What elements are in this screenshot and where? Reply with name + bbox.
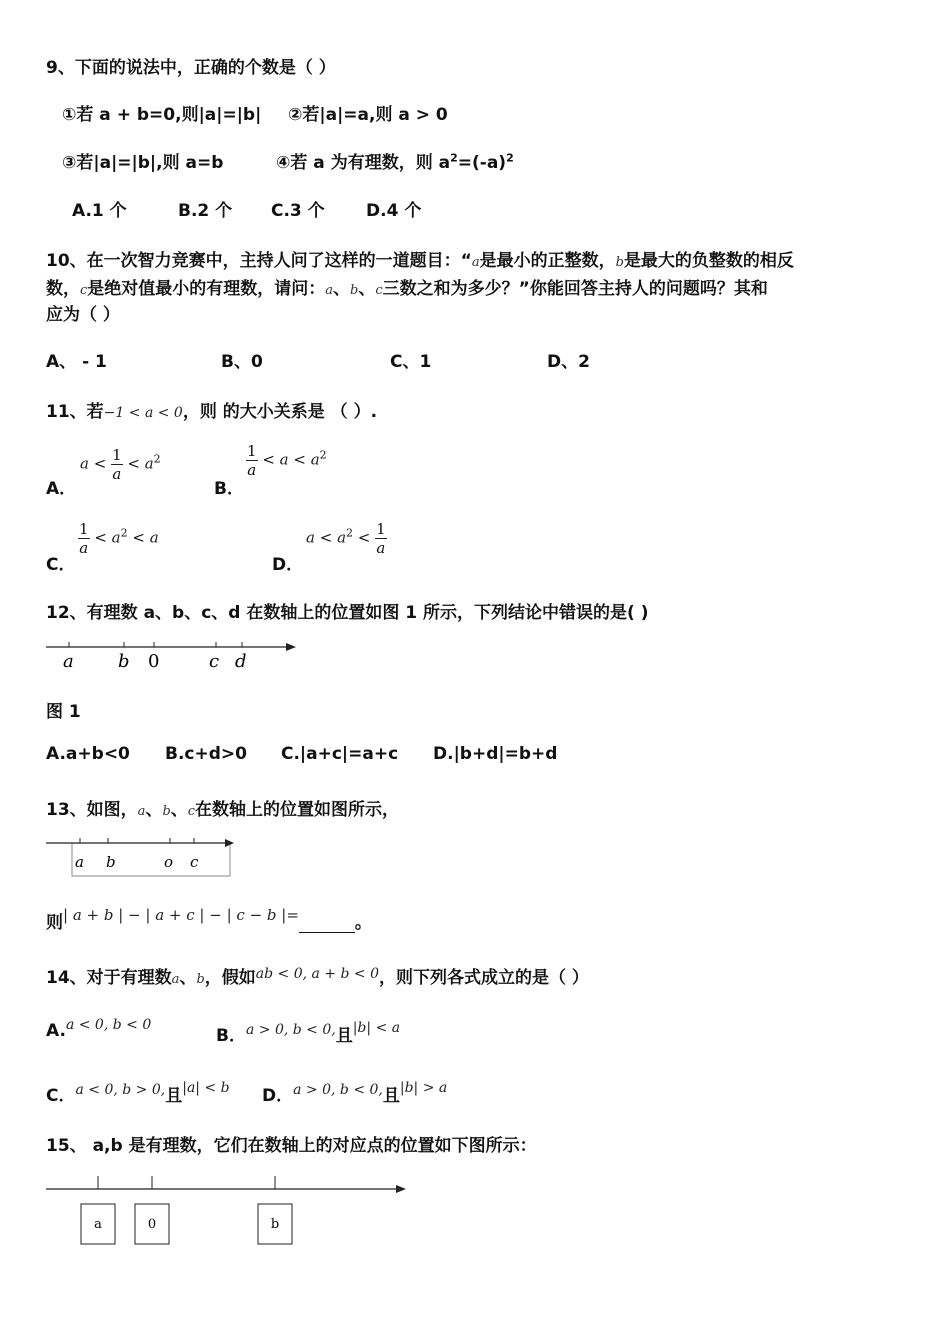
q10-option-c: C、1 — [390, 352, 432, 372]
q13-answer-blank[interactable] — [299, 916, 355, 933]
q10-option-b: B、0 — [221, 352, 263, 372]
q12-axis-label-c: c — [209, 651, 220, 672]
q11-option-b-label: B． — [214, 479, 244, 499]
q10-line-1: 10、在一次智力竞赛中，主持人问了这样的一道题目：“a是最小的正整数，b是最大的负整数的相反 — [46, 251, 794, 271]
q11-option-b-expr: $\frac{1}{a}$ < $a < a^2$ — [247, 442, 327, 479]
q14-option-d: D．$^{a > 0, b < 0,}$且$^{|b| > a}$ — [262, 1080, 448, 1106]
q12-figure-caption: 图 1 — [46, 702, 81, 722]
q15-label-0: 0 — [147, 1217, 157, 1232]
q12-option-c: C.|a+c|=a+c — [281, 744, 399, 764]
q13-axis-label-a: a — [75, 853, 84, 871]
q10-line-2: 数，c是绝对值最小的有理数，请问：a、b、c三数之和为多少？”你能回答主持人的问题吗？其和 — [46, 279, 768, 299]
q12-number-line — [44, 636, 304, 674]
q12-option-d: D.|b+d|=b+d — [433, 744, 558, 764]
q15-label-b: b — [270, 1217, 280, 1232]
q9-statement-2: ②若|a|=a,则 a > 0 — [288, 105, 448, 125]
q14-option-b: B．$^{a > 0, b < 0,}$且$^{|b| < a}$ — [216, 1020, 401, 1046]
q14-stem: 14、对于有理数a、b，假如$^{ab < 0, a + b < 0}$，则下列各式成立的是（ ） — [46, 966, 589, 988]
q12-axis-label-a: a — [63, 651, 74, 672]
q13-stem: 13、如图，a、b、c在数轴上的位置如图所示， — [46, 800, 400, 820]
q12-axis-label-b: b — [118, 651, 130, 672]
q13-axis-label-o: o — [164, 853, 174, 871]
q13-axis-label-c: c — [190, 853, 199, 871]
q10-option-a: A、 - 1 — [46, 352, 107, 372]
q12-option-a: A.a+b<0 — [46, 744, 130, 764]
q11-stem: 11、若−1 < a < 0，则 的大小关系是 （ ）. — [46, 402, 378, 422]
q10-option-d: D、2 — [547, 352, 590, 372]
q12-axis-label-d: d — [235, 651, 247, 672]
q15-stem: 15、 a,b 是有理数，它们在数轴上的对应点的位置如下图所示： — [46, 1136, 537, 1156]
arrow-icon — [396, 1185, 406, 1193]
q11-option-c-expr: $\frac{1}{a}$ < $a^2 < a$ — [79, 520, 159, 557]
q13-expression-line: 则| a + b | − | a + c | − | c − b |= 。 — [46, 906, 372, 933]
q10-line-3: 应为（ ） — [46, 305, 120, 325]
q9-statement-4: ④若 a 为有理数，则 $a^2=(-a)^2$ — [276, 151, 514, 173]
q12-stem: 12、有理数 a、b、c、d 在数轴上的位置如图 1 所示，下列结论中错误的是( ) — [46, 603, 649, 623]
q11-option-c-label: C． — [46, 555, 76, 575]
arrow-icon — [286, 643, 296, 651]
q14-option-a: A.$^{a < 0, b < 0}$ — [46, 1017, 152, 1041]
q11-option-a-expr: a < $\frac{1}{a}$ < $a^2$ — [80, 446, 161, 483]
q11-option-d-expr: $a < a^2$ < $\frac{1}{a}$ — [306, 520, 386, 557]
q13-axis-label-b: b — [106, 853, 116, 871]
q11-option-d-label: D． — [272, 555, 304, 575]
q15-label-a: a — [94, 1217, 102, 1232]
q9-option-a: A.1 个 — [72, 201, 127, 221]
q12-axis-label-0: 0 — [148, 651, 160, 672]
q9-stem: 9、下面的说法中，正确的个数是（ ） — [46, 58, 336, 78]
q9-option-c: C.3 个 — [271, 201, 325, 221]
q15-number-line — [44, 1172, 414, 1250]
q9-option-d: D.4 个 — [366, 201, 422, 221]
q13-number-line — [44, 834, 244, 880]
q11-option-a-label: A． — [46, 479, 77, 499]
q12-option-b: B.c+d>0 — [165, 744, 247, 764]
q14-option-c: C．$^{a < 0, b > 0,}$且$^{|a| < b}$ — [46, 1080, 230, 1106]
q9-statement-3: ③若|a|=|b|,则 a=b — [62, 153, 224, 173]
q9-statement-1: ①若 a + b=0,则|a|=|b| — [62, 105, 262, 125]
q9-option-b: B.2 个 — [178, 201, 233, 221]
